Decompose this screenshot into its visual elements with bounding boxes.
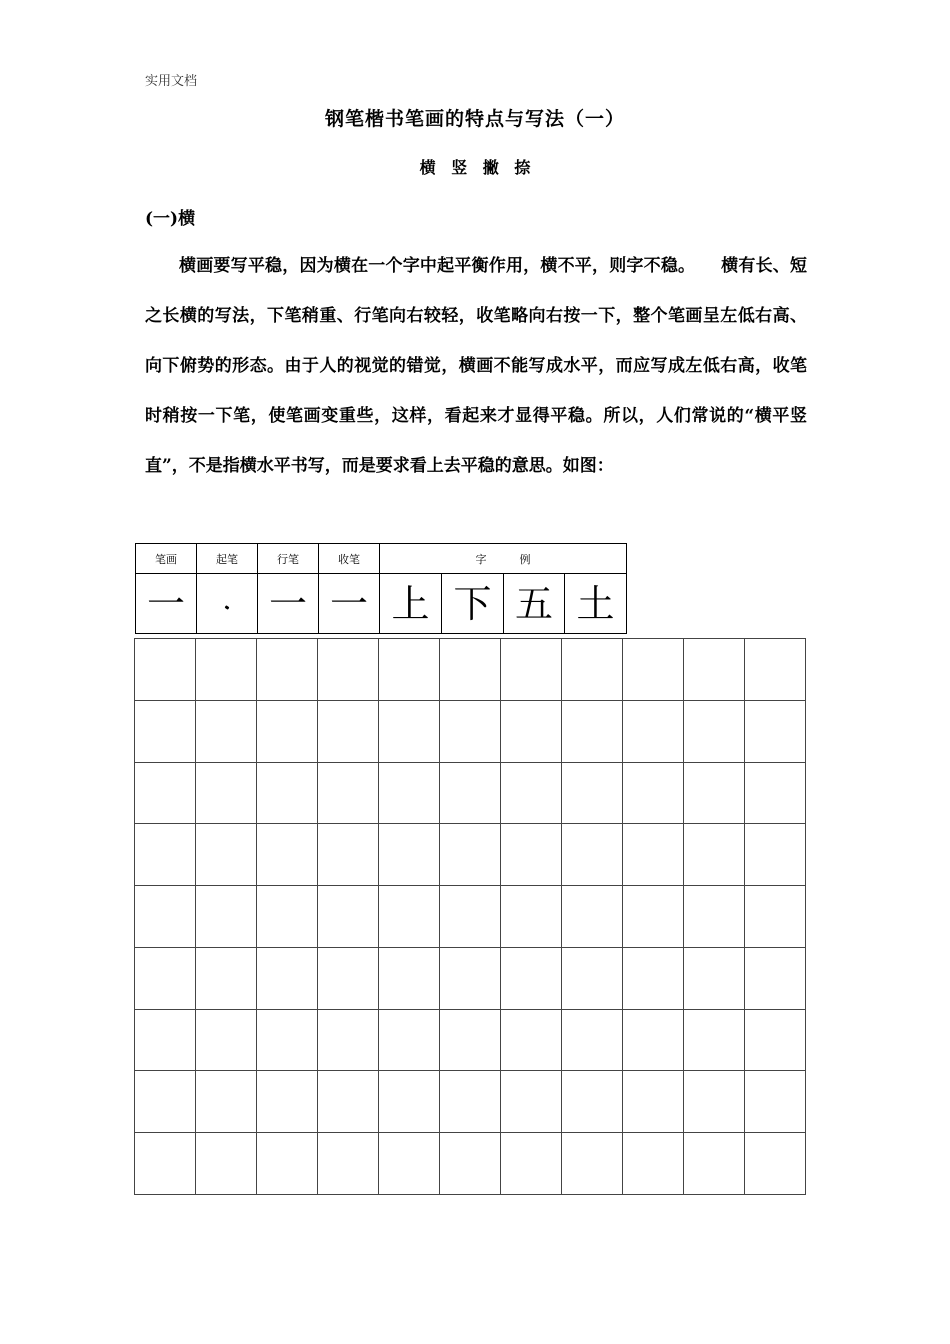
practice-cell	[562, 763, 623, 825]
practice-cell	[196, 1071, 257, 1133]
practice-cell	[562, 639, 623, 701]
practice-cell	[562, 948, 623, 1010]
practice-cell	[562, 701, 623, 763]
practice-cell	[135, 1133, 196, 1195]
practice-cell	[440, 1071, 501, 1133]
practice-cell	[379, 763, 440, 825]
move-glyph: 一	[268, 581, 307, 626]
example-char: 五	[514, 581, 553, 626]
example-char: 下	[453, 581, 492, 626]
practice-cell	[257, 763, 318, 825]
practice-cell	[684, 1071, 745, 1133]
move-cell	[258, 574, 319, 634]
practice-cell	[318, 701, 379, 763]
practice-cell	[318, 639, 379, 701]
practice-cell	[745, 1133, 806, 1195]
practice-cell	[318, 1071, 379, 1133]
practice-cell	[196, 763, 257, 825]
practice-cell	[318, 886, 379, 948]
practice-cell	[623, 763, 684, 825]
practice-cell	[257, 639, 318, 701]
start-stroke-dot	[225, 605, 230, 610]
stroke-cell	[136, 574, 197, 634]
practice-cell	[745, 1071, 806, 1133]
practice-cell	[379, 1071, 440, 1133]
practice-cell	[623, 824, 684, 886]
practice-cell	[623, 886, 684, 948]
practice-cell	[684, 639, 745, 701]
practice-cell	[440, 1133, 501, 1195]
practice-cell	[257, 1133, 318, 1195]
practice-cell	[257, 948, 318, 1010]
practice-cell	[684, 948, 745, 1010]
practice-cell	[257, 701, 318, 763]
practice-cell	[623, 1010, 684, 1072]
example-char: 上	[391, 581, 430, 626]
practice-cell	[501, 639, 562, 701]
practice-cell	[257, 1071, 318, 1133]
practice-cell	[684, 763, 745, 825]
practice-cell	[501, 948, 562, 1010]
practice-cell	[196, 1133, 257, 1195]
header-start: 起笔	[197, 544, 258, 574]
practice-cell	[745, 701, 806, 763]
practice-cell	[318, 1133, 379, 1195]
practice-cell	[135, 639, 196, 701]
practice-cell	[196, 886, 257, 948]
practice-cell	[745, 886, 806, 948]
example-cell	[442, 574, 504, 634]
header-stroke: 笔画	[136, 544, 197, 574]
practice-cell	[501, 1071, 562, 1133]
practice-cell	[379, 639, 440, 701]
practice-cell	[196, 824, 257, 886]
practice-cell	[379, 824, 440, 886]
practice-cell	[501, 886, 562, 948]
practice-cell	[379, 1133, 440, 1195]
practice-cell	[501, 824, 562, 886]
example-cell	[504, 574, 565, 634]
practice-cell	[562, 1071, 623, 1133]
practice-cell	[135, 763, 196, 825]
practice-cell	[440, 701, 501, 763]
practice-cell	[745, 639, 806, 701]
body-paragraph: 横画要写平稳，因为横在一个字中起平衡作用，横不平，则字不稳。 横有长、短之长横的写法，下笔稍重、行笔向右较轻，收笔略向右按一下，整个笔画呈左低右高、向下俯势的形态。由于人的视觉的错觉，横画不能写成水平，而应写成左低右高，收笔时稍按一下笔，使笔画变重些，这样，看起来才显得平稳。所以，人们常说的“横平竖直”，不是指横水平书写，而是要求看上去平稳的意思。如图：	[145, 256, 807, 476]
header-move: 行笔	[258, 544, 319, 574]
practice-cell	[135, 1071, 196, 1133]
practice-cell	[379, 948, 440, 1010]
practice-cell	[135, 886, 196, 948]
page-subtitle: 横 竖 撇 捺	[419, 158, 531, 177]
practice-cell	[623, 948, 684, 1010]
practice-grid	[134, 638, 806, 1195]
practice-cell	[562, 1010, 623, 1072]
practice-cell	[501, 763, 562, 825]
practice-cell	[623, 1071, 684, 1133]
practice-cell	[135, 948, 196, 1010]
practice-cell	[623, 701, 684, 763]
practice-cell	[257, 824, 318, 886]
practice-cell	[562, 824, 623, 886]
practice-cell	[501, 701, 562, 763]
practice-cell	[257, 1010, 318, 1072]
end-cell	[319, 574, 380, 634]
practice-cell	[684, 824, 745, 886]
practice-cell	[318, 948, 379, 1010]
page-title: 钢笔楷书笔画的特点与写法（一）	[324, 108, 625, 130]
example-cell	[380, 574, 442, 634]
practice-cell	[318, 1010, 379, 1072]
practice-cell	[196, 639, 257, 701]
example-char: 土	[576, 581, 615, 626]
practice-cell	[440, 886, 501, 948]
practice-cell	[440, 639, 501, 701]
practice-cell	[745, 763, 806, 825]
practice-cell	[684, 1133, 745, 1195]
example-cell	[565, 574, 627, 634]
header-end: 收笔	[319, 544, 380, 574]
practice-cell	[379, 701, 440, 763]
practice-cell	[684, 1010, 745, 1072]
practice-cell	[440, 948, 501, 1010]
practice-cell	[196, 701, 257, 763]
practice-cell	[562, 886, 623, 948]
practice-cell	[196, 1010, 257, 1072]
practice-cell	[318, 763, 379, 825]
practice-cell	[440, 1010, 501, 1072]
practice-cell	[745, 824, 806, 886]
practice-cell	[135, 1010, 196, 1072]
practice-cell	[318, 824, 379, 886]
practice-cell	[135, 701, 196, 763]
practice-cell	[501, 1133, 562, 1195]
header-label: 实用文档	[145, 74, 198, 89]
section-heading: (一)横	[145, 209, 196, 229]
practice-cell	[440, 763, 501, 825]
practice-cell	[623, 1133, 684, 1195]
stroke-example-table	[135, 543, 627, 634]
end-glyph: 一	[329, 581, 368, 626]
practice-cell	[257, 886, 318, 948]
practice-cell	[501, 1010, 562, 1072]
practice-cell	[379, 1010, 440, 1072]
practice-cell	[440, 824, 501, 886]
practice-cell	[623, 639, 684, 701]
practice-cell	[684, 886, 745, 948]
practice-cell	[196, 948, 257, 1010]
practice-cell	[684, 701, 745, 763]
start-cell	[197, 574, 258, 634]
practice-cell	[135, 824, 196, 886]
header-examples: 字 例	[380, 544, 627, 574]
practice-cell	[562, 1133, 623, 1195]
practice-cell	[745, 1010, 806, 1072]
stroke-glyph: 一	[146, 581, 185, 626]
practice-cell	[745, 948, 806, 1010]
practice-cell	[379, 886, 440, 948]
